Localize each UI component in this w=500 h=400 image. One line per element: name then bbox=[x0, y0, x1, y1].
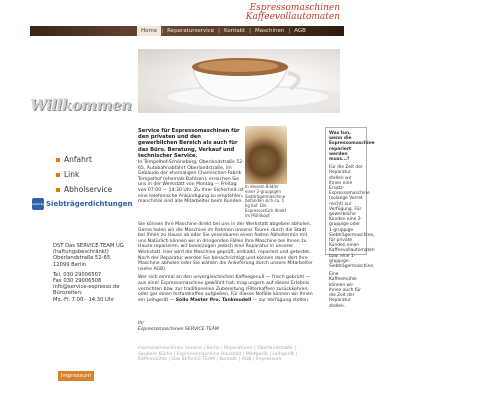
contact-address bbox=[53, 243, 138, 303]
brand-line-2: Kaffeevollautomaten bbox=[245, 12, 340, 22]
side-link-anfahrt[interactable] bbox=[56, 152, 112, 167]
hours-label: Bürozeiten: bbox=[53, 290, 83, 297]
nav-separator: | bbox=[249, 28, 251, 34]
intro-text: Service für Espressomaschinen für den privaten und den gewerblichen Bereich als auch für das Büro. Beratung, Verkauf und technischer Service. bbox=[138, 128, 240, 159]
nav-item-kontakt[interactable]: Kontakt bbox=[224, 28, 246, 34]
photo-caption: In diesem Bild/er einer 2-gruppigen Siebträgermaschine befanden sich ca. 1 kg Kaf. Die Espressostück direkt im Mühlkopf. bbox=[245, 184, 287, 218]
paragraph-text: Wer sich einmal an den unvergleichlichen Kaffeegenuß — frisch gebrüht — aus einer Espressomaschine gewöhnt hat, mag ungern auf dieses Erlebnis verzichten bzw. zur traditionellen Zubereitung (Filterkaffee) zurückkehren, oder gar einen Instantkaffee aufgießen. Für dieses Nofälle können wir Ihnen ein Leihgerät — bbox=[138, 275, 313, 303]
side-link-link[interactable] bbox=[56, 167, 112, 182]
paragraph-text: — zur Verfügung stellen. bbox=[252, 297, 310, 303]
service-paragraph: Sie können Ihre Maschine direkt bei uns in der Werkstatt abgeben abholen. Gerne holen wir die Maschine im Rahmen unserer Touren durch die Stadt bei Ihnen zu Hause ab oder Sie vereinbaren einen festen Abholtermin mit uns Natürlich können wir in dringenden Fällen Ihre Maschine bei Ihnen zu Hause reparieren, wir bevorzugen jedoch eine Reparatur in unserer Werkstatt. Hier wird die Maschine geprüft, entkalkt, repariert und getestet. Nach der Reparatur werden Sie benachrichtigt und können dann dort Ihre Maschine abholen oder Sie wählen die Anlieferung durch unsere Mitarbeiter (siehe AGB). bbox=[138, 222, 313, 272]
email-link[interactable]: info@service-espresso.de bbox=[53, 284, 120, 291]
side-link-label: Abholservice bbox=[64, 185, 113, 194]
footer-keywords: Espressomaschinen Service | Berlin | Reparaturen | Oberlandstraße | Saubere Küche | Espressomaschine Haushalt | Mietgerät | Leihgerät | Kaffeemühle | Das SERVICE-TEAM | Kontakt | AGB | Impressum bbox=[138, 346, 298, 363]
service-description bbox=[138, 222, 314, 306]
repair-info-paragraph: Für die Zeit der Reparatur stellen wir Ihnen eine Ersatz-Espressomaschine (solange Vorrat reicht) zur Verfügung. Für gewerbliche Kunden eine 2-gruppige oder 1-gruppige Siebträgermaschine, für private Kunden einen Kaffeevollautomaten bzw. eine 1-gruppige Siebträgermaschine. bbox=[329, 165, 375, 270]
main-nav bbox=[137, 26, 310, 36]
hours: Mo.-Fr. 7:00 - 14:30 Uhr bbox=[53, 296, 115, 303]
side-link-label: Anfahrt bbox=[64, 155, 92, 164]
repair-info-heading: Was tun, wenn die Espressomaschine repariert werden muss...? bbox=[329, 131, 375, 163]
bullet-icon bbox=[56, 173, 60, 177]
signature-line: Espressomaschinen SERVICE-TEAM bbox=[138, 326, 219, 332]
nav-item-maschinen[interactable]: Maschinen bbox=[254, 28, 285, 34]
nav-separator: | bbox=[218, 28, 221, 34]
nav-item-home[interactable]: Home bbox=[137, 26, 161, 36]
loan-machine-name: Sollo Master Pro, Tankmodell bbox=[175, 297, 252, 303]
service-paragraph bbox=[138, 275, 314, 303]
bullet-icon bbox=[56, 188, 60, 192]
photo-box bbox=[245, 126, 287, 218]
company-note: (haftungsbeschränkt) bbox=[53, 249, 109, 256]
city: 12099 Berlin bbox=[53, 261, 87, 268]
signature-line: Ihr bbox=[138, 321, 145, 326]
side-link-label: Link bbox=[64, 170, 80, 179]
siebtraeger-label: Siebträgerdichtungen bbox=[46, 200, 133, 208]
bullet-icon bbox=[56, 158, 60, 162]
nav-separator: | bbox=[161, 28, 164, 34]
nav-separator: | bbox=[288, 28, 291, 34]
company-name: DST Das SERVICE-TEAM UG bbox=[53, 243, 124, 249]
phone: Tel. 030 29006507 bbox=[53, 271, 102, 278]
coffee-grounds-photo bbox=[245, 126, 287, 184]
brand-logo bbox=[240, 4, 340, 22]
siebtraeger-logo-icon: siebträger bbox=[32, 198, 44, 210]
location-text: In Tempelhof-Schöneberg, Oberlandstraße 52-65, Autobahnabfahrt Oberlandstraße, im Gebäude der ehemaligen Chemischen Fabrik Tempelhof (ehemals Bahlsen), erreichen Sie uns in der Werkstatt von Montag — Freitag von 07:00 — 14:30 Uhr. Zu Ihrer Sicherheit ist eine telefonische Ankündigung zu empfehlen, manchmal sind alle Mitarbeiter beim Kunden. bbox=[138, 160, 244, 205]
side-menu bbox=[56, 152, 112, 197]
nav-item-agb[interactable]: AGB bbox=[294, 28, 306, 34]
nav-item-reparaturservice[interactable]: Reparaturservice bbox=[167, 28, 215, 34]
street: Oberlandstraße 52-65 bbox=[53, 255, 111, 262]
coffee-cup-illustration bbox=[138, 49, 340, 113]
brand-line-1: Espressomaschinen bbox=[249, 3, 340, 13]
siebtraegerdichtungen-link[interactable] bbox=[32, 198, 133, 210]
signature bbox=[138, 321, 219, 333]
welcome-heading: Willkommen bbox=[30, 96, 132, 114]
side-link-abholservice[interactable] bbox=[56, 182, 112, 197]
fax: Fax 030 29006508 bbox=[53, 278, 102, 285]
hero-coffee-cup-image bbox=[138, 49, 340, 113]
repair-info-paragraph: Eine Kaffeemühle können wir Ihnen auch für die Zeit der Reparatur stellen. bbox=[329, 272, 361, 309]
repair-info-box bbox=[325, 127, 375, 309]
impressum-button[interactable]: Impressum bbox=[58, 371, 94, 381]
